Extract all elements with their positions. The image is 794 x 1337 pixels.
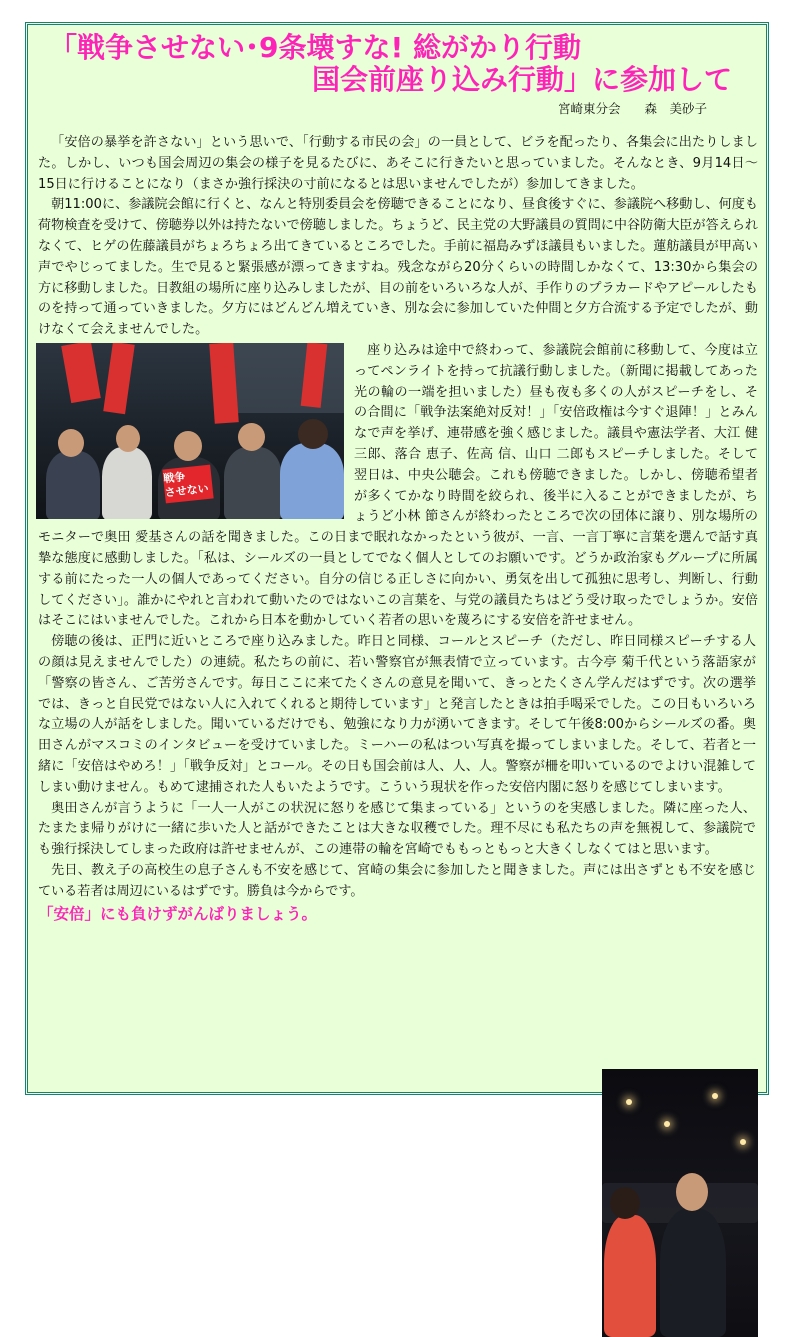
photo1-person-head: [298, 419, 328, 449]
photo1-person: [280, 443, 344, 519]
photo2-interviewer: [604, 1215, 656, 1337]
photo2-interviewee-head: [676, 1173, 708, 1211]
paragraph-2: 朝11:00に、参議院会館に行くと、なんと特別委員会を傍聴できることになり、昼食後すぐに、参議院へ移動し、何度も荷物検査を受けて、傍聴券以外は持たないで傍聴しました。ちょうど、民主党の大野議員の質問に中谷防衛大臣が答えられなくて、ヒゲの佐藤議員がちょろちょろ出てきているところでした。手前に福島みずほ議員もいました。蓮舫議員が甲高い声でやじってました。生で見ると緊張感が漂ってきますね。残念ながら20分くらいの時間しかなくて、13:30から集会の方に移動しました。日教組の場所に座り込みしましたが、目の前をいろいろな人が、手作りのプラカードやアピールしたものを持って通っていきました。夕方にはどんどん増えていき、別な会に参加していた仲間と夕方合流する予定でしたが、動けなくて会えませんでした。: [38, 197, 758, 338]
photo1-person-head: [238, 423, 265, 451]
author-branch: 宮崎東分会: [558, 101, 621, 116]
photo2-interviewee: [660, 1209, 726, 1337]
photo1-person-head: [174, 431, 202, 461]
protest-crowd-photo: [36, 343, 344, 519]
photo1-sign-line1: 戦争: [162, 470, 186, 486]
photo1-person-head: [116, 425, 140, 452]
paragraph-1: 「安倍の暴挙を許さない」という思いで、「行動する市民の会」の一員として、ビラを配ったり、各集会に出たりしました。しかし、いつも国会周辺の集会の様子を見るたびに、あそこに行きたいと思っていました。そんなとき、9月14日～15日に行けることになり（まさか強行採決の寸前になるとは思いませんでしたが）参加してきました。: [38, 135, 758, 192]
article-title-line2: 国会前座り込み行動」に参加して: [312, 63, 733, 96]
photo1-person: [102, 447, 152, 519]
closing-line: 「安倍」にも負けずがんばりましょう。: [38, 905, 318, 924]
photo1-sign-line2: させない: [164, 481, 210, 500]
article-body: [38, 133, 758, 1337]
night-interview-photo: [602, 1069, 758, 1337]
photo1-person: [46, 451, 100, 519]
author-line: [558, 99, 707, 117]
photo1-person-head: [58, 429, 84, 457]
photo1-protest-sign: [162, 465, 213, 504]
paragraph-4: 傍聴の後は、正門に近いところで座り込みました。昨日と同様、コールとスピーチ（ただし、昨日同様スピーチする人の顔は見えませんでした）の連続。私たちの前に、若い警察官が無表情で立っています。古今亭 菊千代という落語家が「警察の皆さん、ご苦労さんです。毎日ここに来てたくさんの意見を聞いて、きっとたくさん学んだはずです。次の選挙では、きっと自民党ではない人に入れてくれると期待しています」と発言したときは拍手喝采でした。この日もいろいろな立場の人が話をしました。聞いているだけでも、勉強になり力が湧いてきます。そして午後8:00からシールズの番。奥田さんがマスコミのインタビューを受けていました。ミーハーの私はつい写真を撮ってしまいました。そして、若者と一緒に「安倍はやめろ！」「戦争反対」とコール。その日も国会前は人、人、人。警察が柵を叩いているのでよけい混雑してしまい動けません。もめて逮捕された人もいたようです。こういう現状を作った安倍内閣に怒りを感じてしまいます。: [38, 634, 756, 795]
photo1-person: [224, 447, 282, 519]
paragraph-6: 先日、教え子の高校生の息子さんも不安を感じて、宮崎の集会に参加したと聞きました。声には出さずとも不安を感じている若者は周辺にいるはずです。勝負は今からです。: [38, 862, 756, 899]
paragraph-3: 座り込みは途中で終わって、参議院会館前に移動して、今度は立ってペンライトを持って抗議行動しました。（新聞に掲載してあった光の輪の一端を担いました）昼も夜も多くの人がスピーチをし、その合間に「戦争法案絶対反対！」「安倍政権は今すぐ退陣！」とみんなで声を挙げ、連帯感を強く感じました。議員や憲法学者、大江 健三郎、落合 恵子、佐高 信、山口 二郎もスピーチしました。そして翌日は、中央公聴会。これも傍聴できました。しかし、傍聴希望者が多くてかなり時間を絞られ、後半に入ることができましたが、ちょうど小林 節さんが終わったところで次の団体に譲り、別な場所のモニターで奥田 愛基さんの話を聞きました。この日まで眠れなかったという彼が、一言、一言丁寧に言葉を選んで話す真摯な態度に感動しました。「私は、シールズの一員としてでなく個人としてのお願いです。どうか政治家もグループに所属する前にたった一人の個人であってください。自分の信じる正しさに向かい、勇気を出して孤独に思考し、判断し、行動してください」。誰かにやれと言われて動いたのではないこの言葉を、与党の議員たちはどう受け取ったでしょうか。安倍はそこにはいませんでした。これから日本を動かしていく若者の思いを蔑ろにする安倍を許せません。: [38, 342, 758, 629]
article-title-line1: 「戦争させない･9条壊すな! 総がかり行動: [49, 31, 582, 64]
paragraph-5: 奥田さんが言うように「一人一人がこの状況に怒りを感じて集まっている」というのを実感しました。隣に座った人、たまたま帰りがけに一緒に歩いた人と話ができたことは大きな収穫でした。理不尽にも私たちの声を無視して、参議院でも強行採決してしまった政府は許せませんが、この連帯の輪を宮崎でももっともっと大きくしなくてはと思います。: [38, 800, 756, 858]
author-name: 森 美砂子: [644, 101, 708, 116]
article-page: [25, 22, 769, 1095]
photo2-interviewer-head: [610, 1187, 640, 1219]
